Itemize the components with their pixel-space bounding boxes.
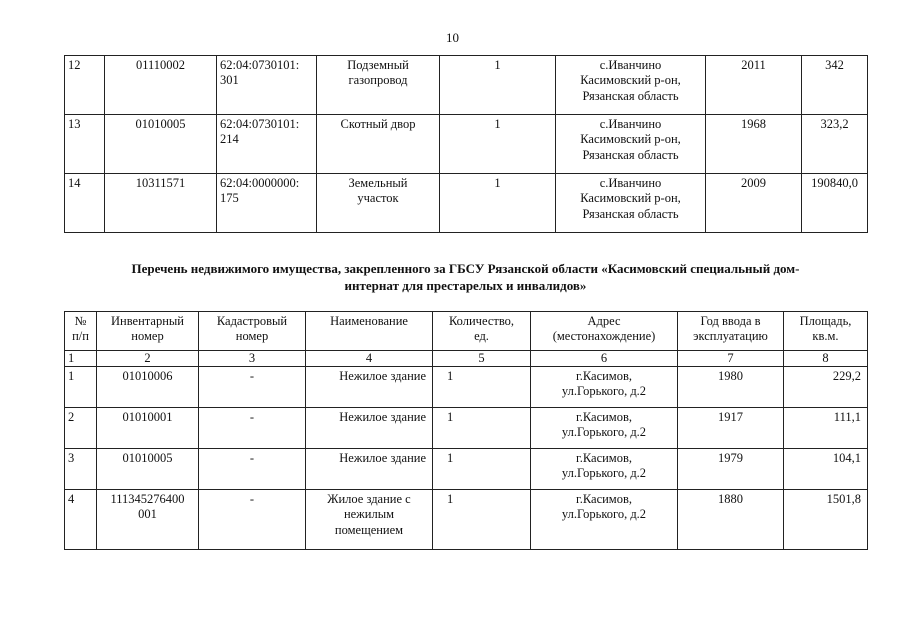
address: с.Иванчино Касимовский р-он, Рязанская область	[556, 115, 706, 174]
object-name: Жилое здание с нежилым помещением	[306, 490, 433, 550]
cadastral-number: 62:04:0730101: 301	[217, 56, 317, 115]
area: 229,2	[784, 367, 868, 408]
commission-year: 1980	[678, 367, 784, 408]
quantity: 1	[433, 490, 531, 550]
row-number: 4	[65, 490, 97, 550]
column-number: 3	[199, 351, 306, 367]
header-inventory: Инвентарный номер	[97, 312, 199, 351]
inventory-number: 01010006	[97, 367, 199, 408]
header-quantity: Количество, ед.	[433, 312, 531, 351]
area: 323,2	[802, 115, 868, 174]
row-number: 2	[65, 408, 97, 449]
inventory-number: 01010005	[105, 115, 217, 174]
table-row	[65, 449, 868, 490]
row-number: 3	[65, 449, 97, 490]
inventory-number: 111345276400 001	[97, 490, 199, 550]
quantity: 1	[433, 408, 531, 449]
property-table	[64, 311, 868, 550]
page-number: 10	[446, 30, 459, 45]
column-number: 6	[531, 351, 678, 367]
table-row	[65, 56, 868, 115]
area: 190840,0	[802, 174, 868, 233]
table-row	[65, 490, 868, 550]
commission-year: 2009	[706, 174, 802, 233]
object-name: Подземный газопровод	[317, 56, 440, 115]
table-row	[65, 408, 868, 449]
commission-year: 1979	[678, 449, 784, 490]
address: г.Касимов, ул.Горького, д.2	[531, 367, 678, 408]
column-number: 2	[97, 351, 199, 367]
column-number: 5	[433, 351, 531, 367]
area: 342	[802, 56, 868, 115]
area: 111,1	[784, 408, 868, 449]
commission-year: 1968	[706, 115, 802, 174]
section-heading: Перечень недвижимого имущества, закрепленного за ГБСУ Рязанской области «Касимовский специальный дом- интернат для престарелых и инвалидов»	[131, 261, 800, 293]
address: г.Касимов, ул.Горького, д.2	[531, 449, 678, 490]
quantity: 1	[440, 115, 556, 174]
column-number: 4	[306, 351, 433, 367]
object-name: Нежилое здание	[306, 449, 433, 490]
object-name: Нежилое здание	[306, 367, 433, 408]
table-row	[65, 174, 868, 233]
cadastral-number: 62:04:0730101: 214	[217, 115, 317, 174]
table-row	[65, 115, 868, 174]
quantity: 1	[440, 56, 556, 115]
row-number: 13	[65, 115, 105, 174]
header-cadastral: Кадастровый номер	[199, 312, 306, 351]
address: с.Иванчино Касимовский р-он, Рязанская область	[556, 174, 706, 233]
table-header-row	[65, 312, 868, 351]
cadastral-number: 62:04:0000000: 175	[217, 174, 317, 233]
cadastral-number: -	[199, 367, 306, 408]
area: 1501,8	[784, 490, 868, 550]
object-name: Скотный двор	[317, 115, 440, 174]
column-number: 8	[784, 351, 868, 367]
inventory-number: 10311571	[105, 174, 217, 233]
cadastral-number: -	[199, 449, 306, 490]
cadastral-number: -	[199, 408, 306, 449]
column-number: 1	[65, 351, 97, 367]
inventory-number: 01010005	[97, 449, 199, 490]
header-num: № п/п	[65, 312, 97, 351]
column-number: 7	[678, 351, 784, 367]
property-table-continued	[64, 55, 868, 233]
address: г.Касимов, ул.Горького, д.2	[531, 490, 678, 550]
area: 104,1	[784, 449, 868, 490]
cadastral-number: -	[199, 490, 306, 550]
commission-year: 2011	[706, 56, 802, 115]
object-name: Нежилое здание	[306, 408, 433, 449]
address: г.Касимов, ул.Горького, д.2	[531, 408, 678, 449]
address: с.Иванчино Касимовский р-он, Рязанская область	[556, 56, 706, 115]
table-row	[65, 367, 868, 408]
quantity: 1	[433, 449, 531, 490]
header-year: Год ввода в эксплуатацию	[678, 312, 784, 351]
quantity: 1	[440, 174, 556, 233]
inventory-number: 01110002	[105, 56, 217, 115]
commission-year: 1917	[678, 408, 784, 449]
header-address: Адрес (местонахождение)	[531, 312, 678, 351]
quantity: 1	[433, 367, 531, 408]
inventory-number: 01010001	[97, 408, 199, 449]
header-area: Площадь, кв.м.	[784, 312, 868, 351]
object-name: Земельный участок	[317, 174, 440, 233]
header-name: Наименование	[306, 312, 433, 351]
row-number: 12	[65, 56, 105, 115]
row-number: 1	[65, 367, 97, 408]
row-number: 14	[65, 174, 105, 233]
column-numbers-row	[65, 351, 868, 367]
commission-year: 1880	[678, 490, 784, 550]
